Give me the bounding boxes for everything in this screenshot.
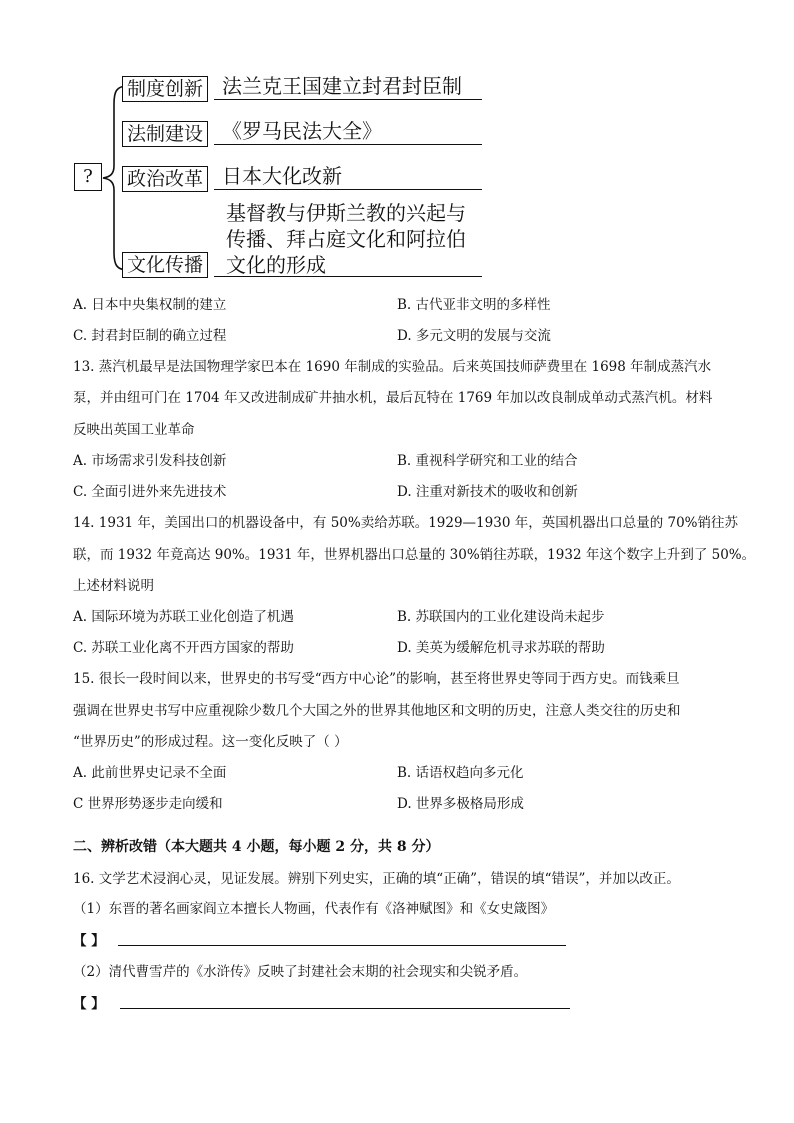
diagram-label-politics: 政治改革 — [122, 166, 208, 192]
diagram-underline — [214, 144, 482, 145]
q16-item-2-answer-line[interactable] — [120, 1008, 570, 1009]
q14-option-a: A. 国际环境为苏联工业化创造了机遇 — [73, 609, 294, 625]
q13-stem-line3: 反映出英国工业革命 — [73, 422, 195, 438]
q13-option-b: B. 重视科学研究和工业的结合 — [397, 453, 578, 469]
q15-option-d: D. 世界多极格局形成 — [397, 796, 524, 812]
q15-stem-line3: “世界历史”的形成过程。这一变化反映了（ ） — [73, 734, 348, 750]
diagram-label-law: 法制建设 — [122, 121, 208, 147]
q13-option-c: C. 全面引进外来先进技术 — [73, 484, 227, 500]
q15-stem-line1: 15. 很长一段时间以来，世界史的书写受“西方中心论”的影响，甚至将世界史等同于西方史。而钱乘旦 — [73, 671, 680, 687]
q14-stem-line1: 14. 1931 年，美国出口的机器设备中，有 50%卖给苏联。1929—1930 年，英国机器出口总量的 70%销往苏 — [73, 515, 739, 531]
diagram-content-institution: 法兰克王国建立封君封臣制 — [222, 74, 462, 98]
q16-item-1: （1）东晋的著名画家阎立本擅长人物画，代表作有《洛神赋图》和《女史箴图》 — [73, 901, 555, 917]
q16-stem: 16. 文学艺术浸润心灵，见证发展。辨别下列史实，正确的填“正确”，错误的填“错误”，并加以改正。 — [73, 871, 680, 887]
q12-option-c: C. 封君封臣制的确立过程 — [73, 328, 227, 344]
diagram-content-law: 《罗马民法大全》 — [222, 119, 382, 143]
q13-option-a: A. 市场需求引发科技创新 — [73, 453, 227, 469]
diagram-underline — [214, 189, 482, 190]
q13-stem-line2: 泵，并由纽可门在 1704 年又改进制成矿井抽水机，最后瓦特在 1769 年加以改良制成单动式蒸汽机。材料 — [73, 390, 713, 406]
q14-option-b: B. 苏联国内的工业化建设尚未起步 — [397, 609, 605, 625]
q15-option-b: B. 话语权趋向多元化 — [397, 765, 524, 781]
q14-stem-line2: 联，而 1932 年竟高达 90%。1931 年，世界机器出口总量的 30%销往苏联，1932 年这个数字上升到了 50%。 — [73, 547, 756, 563]
q16-item-2: （2）清代曹雪芹的《水浒传》反映了封建社会末期的社会现实和尖锐矛盾。 — [73, 964, 528, 980]
q15-option-c: C 世界形势逐步走向缓和 — [73, 796, 223, 812]
q14-option-d: D. 美英为缓解危机寻求苏联的帮助 — [397, 640, 605, 656]
q16-item-1-answer-bracket: 【 】 — [73, 933, 105, 949]
q12-option-d: D. 多元文明的发展与交流 — [397, 328, 551, 344]
q15-option-a: A. 此前世界史记录不全面 — [73, 765, 227, 781]
diagram-center-box: ? — [74, 163, 102, 191]
diagram-underline — [214, 276, 482, 277]
diagram-content-culture-line1: 基督教与伊斯兰教的兴起与 — [226, 201, 466, 225]
diagram-content-culture-line2: 传播、拜占庭文化和阿拉伯 — [226, 227, 466, 251]
q13-option-d: D. 注重对新技术的吸收和创新 — [397, 484, 578, 500]
diagram-content-politics: 日本大化改新 — [222, 164, 342, 188]
q15-stem-line2: 强调在世界史书写中应重视除少数几个大国之外的世界其他地区和文明的历史，注意人类交往的历史和 — [73, 703, 681, 719]
q13-stem-line1: 13. 蒸汽机最早是法国物理学家巴本在 1690 年制成的实验品。后来英国技师萨费里在 1698 年制成蒸汽水 — [73, 359, 712, 375]
diagram-underline — [214, 99, 482, 100]
q16-item-1-answer-line[interactable] — [118, 945, 566, 946]
diagram-label-institution: 制度创新 — [122, 76, 208, 102]
q14-option-c: C. 苏联工业化离不开西方国家的帮助 — [73, 640, 294, 656]
q16-item-2-answer-bracket: 【 】 — [73, 996, 105, 1012]
diagram-content-culture-line3: 文化的形成 — [226, 253, 326, 277]
section-title: 二、辨析改错（本大题共 4 小题，每小题 2 分，共 8 分） — [73, 839, 440, 855]
diagram-label-culture: 文化传播 — [122, 252, 208, 278]
q12-option-a: A. 日本中央集权制的建立 — [73, 297, 227, 313]
q12-option-b: B. 古代亚非文明的多样性 — [397, 297, 551, 313]
q14-stem-line3: 上述材料说明 — [73, 578, 154, 594]
